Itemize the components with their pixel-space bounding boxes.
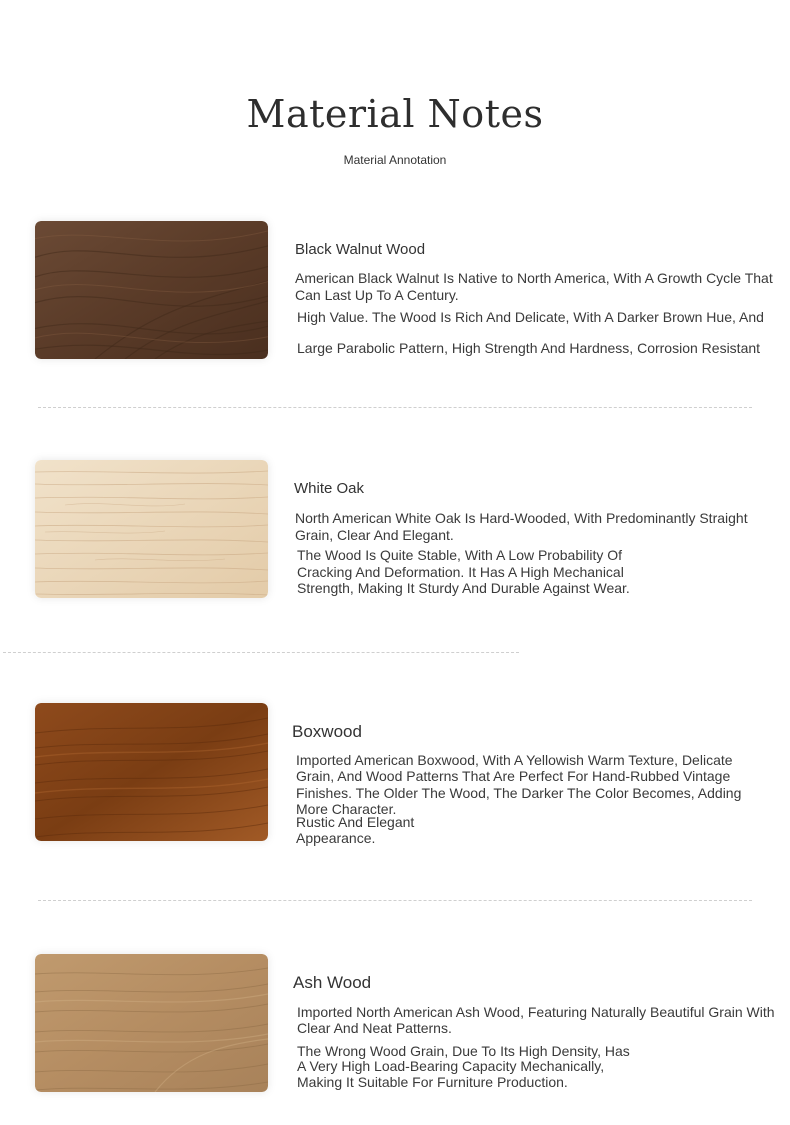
boxwood-swatch: [35, 703, 268, 841]
material-desc-line: A Very High Load-Bearing Capacity Mechanically,: [297, 1058, 605, 1074]
material-desc-line: American Black Walnut Is Native to North America, With A Growth Cycle That: [295, 270, 773, 286]
black-walnut-swatch: [35, 221, 268, 359]
material-name-ash-wood: Ash Wood: [293, 973, 372, 992]
material-desc-line: North American White Oak Is Hard-Wooded, With Predominantly Straight: [295, 510, 748, 526]
material-name-white-oak: White Oak: [294, 480, 365, 497]
material-desc-line: Cracking And Deformation. It Has A High Mechanical: [297, 564, 624, 580]
material-desc-line: The Wrong Wood Grain, Due To Its High Density, Has: [297, 1043, 630, 1059]
ash-wood-swatch: [35, 954, 268, 1092]
material-name-black-walnut: Black Walnut Wood: [295, 241, 426, 258]
material-desc-line: Imported North American Ash Wood, Featuring Naturally Beautiful Grain With: [297, 1004, 775, 1020]
material-desc-line: Imported American Boxwood, With A Yellowish Warm Texture, Delicate: [296, 752, 733, 768]
section-divider: [3, 652, 519, 653]
section-divider: [38, 900, 752, 901]
material-name-boxwood: Boxwood: [292, 722, 362, 741]
material-desc-line: Strength, Making It Sturdy And Durable Against Wear.: [297, 580, 630, 596]
material-desc-line: Finishes. The Older The Wood, The Darker The Color Becomes, Adding: [296, 785, 742, 801]
material-desc-line: Making It Suitable For Furniture Production.: [297, 1074, 568, 1090]
material-desc-line: Grain, Clear And Elegant.: [295, 527, 454, 543]
material-desc-line: Clear And Neat Patterns.: [297, 1020, 452, 1036]
white-oak-swatch: [35, 460, 268, 598]
material-desc-line: High Value. The Wood Is Rich And Delicate, With A Darker Brown Hue, And: [297, 309, 764, 325]
material-desc-line: More Character.: [296, 801, 397, 817]
material-desc-line: Can Last Up To A Century.: [295, 287, 459, 303]
page-subtitle: Material Annotation: [343, 153, 447, 167]
section-divider: [38, 407, 752, 408]
material-desc-line: Grain, And Wood Patterns That Are Perfect For Hand-Rubbed Vintage: [296, 768, 731, 784]
material-desc-line: Rustic And Elegant: [296, 814, 415, 830]
material-desc-line: The Wood Is Quite Stable, With A Low Probability Of: [297, 547, 623, 563]
material-desc-line: Appearance.: [296, 830, 376, 846]
material-desc-line: Large Parabolic Pattern, High Strength And Hardness, Corrosion Resistant: [297, 340, 761, 356]
page-title: Material Notes: [246, 92, 544, 136]
